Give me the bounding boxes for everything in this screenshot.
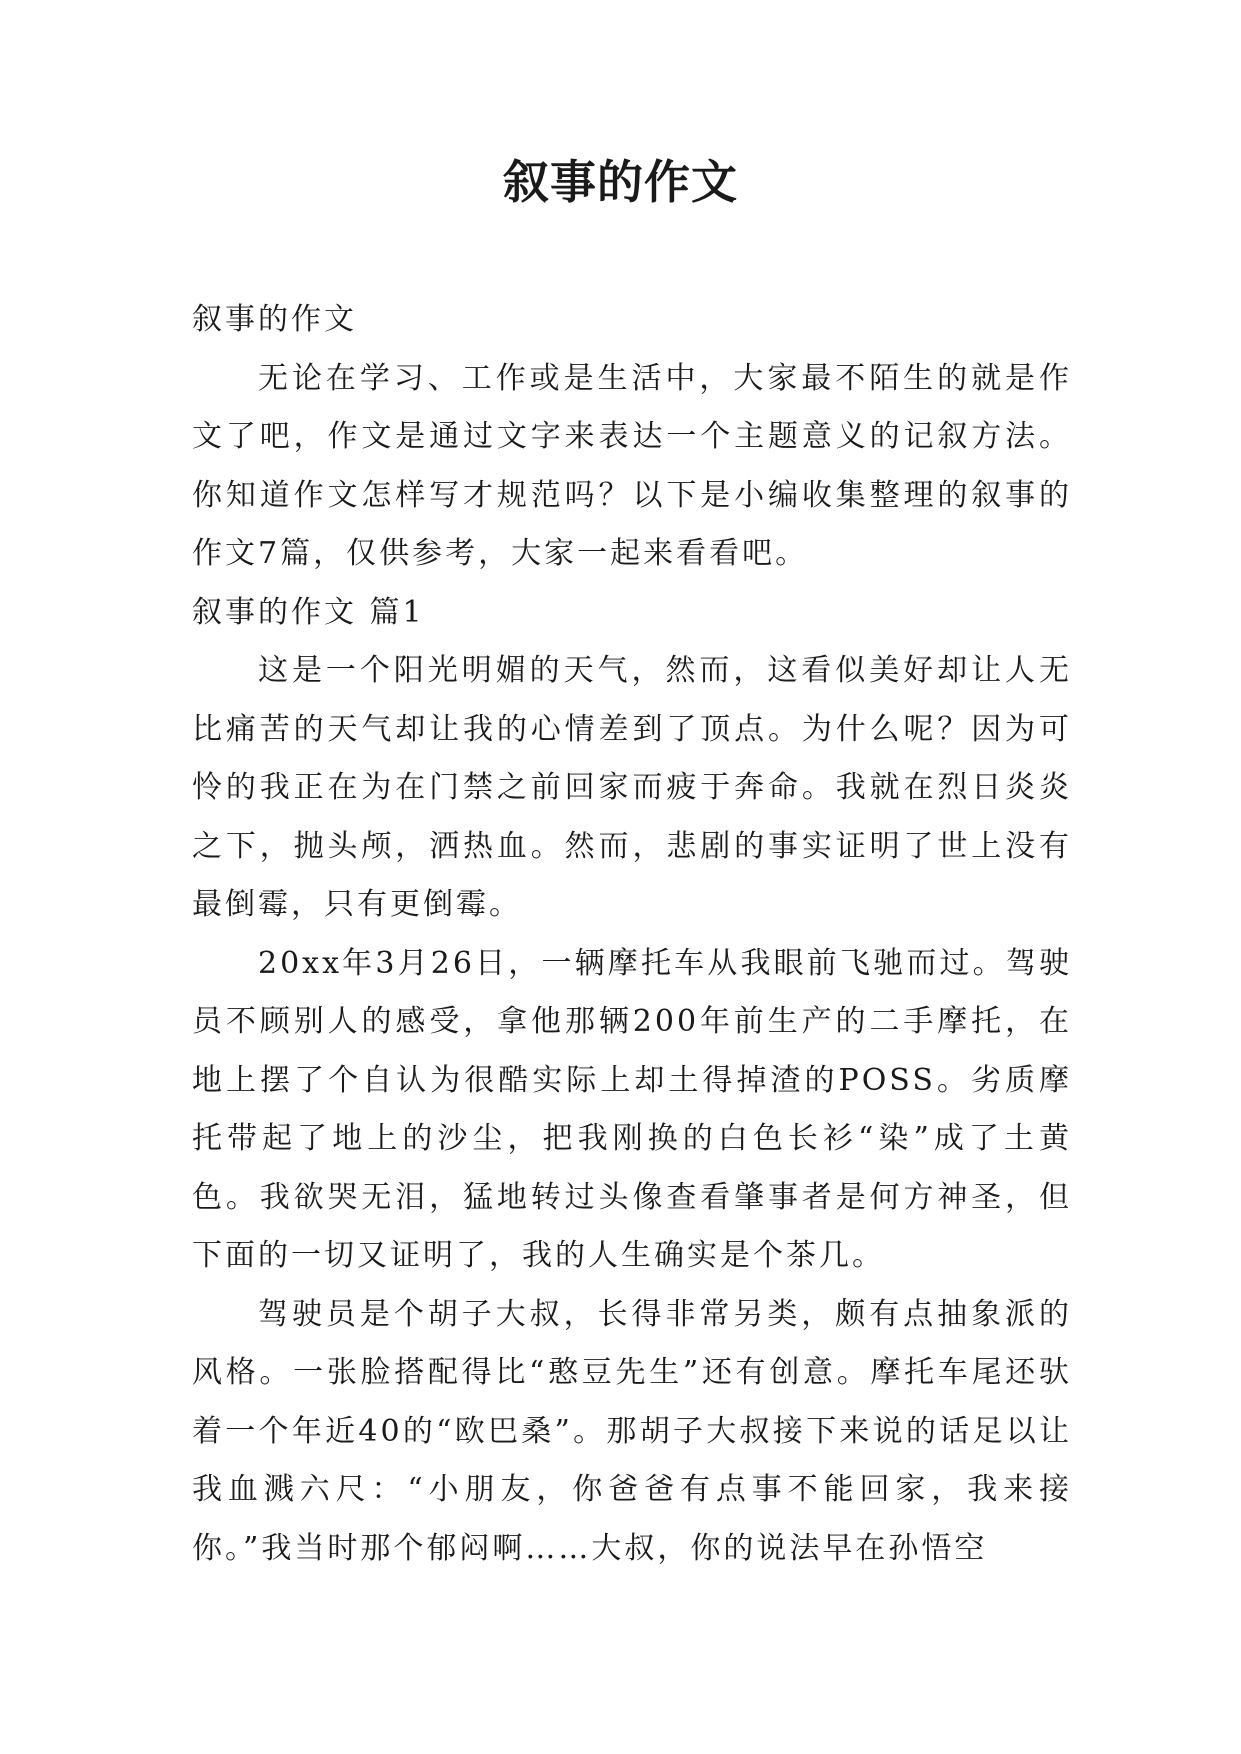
body-paragraph-1: 这是一个阳光明媚的天气，然而，这看似美好却让人无比痛苦的天气却让我的心情差到了顶点。为什么呢？因为可怜的我正在为在门禁之前回家而疲于奔命。我就在烈日炎炎之下，抛头颅，洒热血。然而，悲剧的事实证明了世上没有最倒霉，只有更倒霉。 [192, 653, 1072, 922]
body-paragraph-2: 20xx年3月26日，一辆摩托车从我眼前飞驰而过。驾驶员不顾别人的感受，拿他那辆200年前生产的二手摩托，在地上摆了个自认为很酷实际上却土得掉渣的POSS。劣质摩托带起了地上的沙尘，把我刚换的白色长衫“染”成了土黄色。我欲哭无泪，猛地转过头像查看肇事者是何方神圣，但下面的一切又证明了，我的人生确实是个茶几。 [192, 945, 1072, 1273]
intro-heading: 叙事的作文 [192, 302, 357, 337]
document-title: 叙事的作文 [503, 155, 738, 209]
document-body [192, 291, 1072, 1578]
section-heading-1: 叙事的作文 篇1 [192, 594, 425, 630]
intro-paragraph: 无论在学习、工作或是生活中，大家最不陌生的就是作文了吧，作文是通过文字来表达一个主题意义的记叙方法。你知道作文怎样写才规范吗？以下是小编收集整理的叙事的作文7篇，仅供参考，大家一起来看看吧。 [192, 360, 1072, 571]
body-paragraph-3: 驾驶员是个胡子大叔，长得非常另类，颇有点抽象派的风格。一张脸搭配得比“憨豆先生”还有创意。摩托车尾还驮着一个年近40的“欧巴桑”。那胡子大叔接下来说的话足以让我血溅六尺：“小朋友，你爸爸有点事不能回家，我来接你。”我当时那个郁闷啊……大叔，你的说法早在孙悟空 [192, 1296, 1072, 1566]
